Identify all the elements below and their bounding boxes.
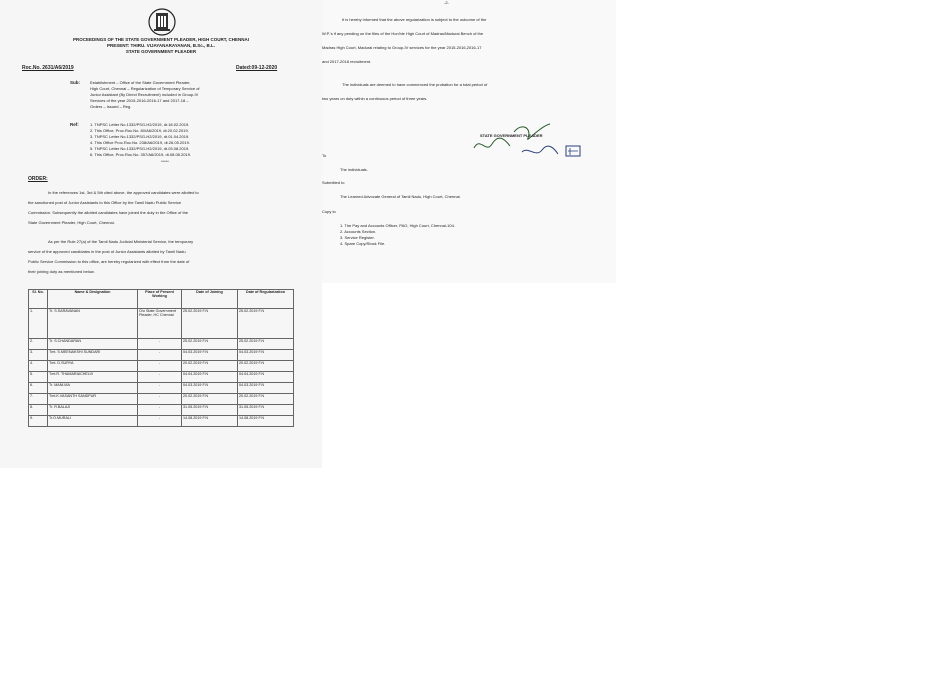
roc-number: Roc.No. 2631/A6/2019 xyxy=(22,65,74,71)
header-line-3: STATE GOVERNMENT PLEADER xyxy=(125,49,197,54)
cell-doj: 31.05.2019 F.N xyxy=(182,405,238,416)
separator-stars: ***** xyxy=(161,159,169,164)
order-para-2-line: Public Service Commission to this office, are hereby regularized with effect from the date of xyxy=(28,259,190,264)
ref-line: 5. TNPSC Letter No.1332/PSG-H2/2019, dt.03.08.2019. xyxy=(90,146,190,151)
copy-item: 4. Spare Copy/Stock File. xyxy=(340,241,386,246)
right-para-1-line: It is hereby informed that the above regularization is subject to the outcome of the xyxy=(342,17,487,22)
column-header: Place of Present Working xyxy=(138,290,182,309)
order-para-2-line: As per the Rule 27(a) of the Tamil Nadu Judicial Ministerial Service, the temporary xyxy=(48,239,194,244)
column-header: Sl. No. xyxy=(29,290,48,309)
order-para-1-line: In the references 1st, 3rd & 5th cited above, the approved candidates were allotted to xyxy=(48,190,199,195)
copy-item: 2. Accounts Section. xyxy=(340,229,377,234)
cell-dor: 04.03.2019 F.N xyxy=(238,383,294,394)
cell-dor: 04.03.2019 F.N xyxy=(238,350,294,361)
right-para-1-line: Madras High Court, Madurai relating to Group-IV services for the year 2015-2016,2016-17 xyxy=(322,45,482,50)
header-line-1: PROCEEDINGS OF THE STATE GOVERNMENT PLEADER, HIGH COURT, CHENNAI xyxy=(72,37,250,42)
cell-sl: 9. xyxy=(29,416,48,427)
right-page xyxy=(322,0,616,283)
cell-place: - xyxy=(138,405,182,416)
cell-sl: 7. xyxy=(29,394,48,405)
table-row xyxy=(29,416,294,427)
cell-name: Tmt.K.VASANTH SANDPUR xyxy=(48,394,138,405)
cell-doj: 20.02.2019 F.N xyxy=(182,394,238,405)
right-para-2-line: two years on duty within a continuous period of three years. xyxy=(322,96,428,101)
order-para-1-line: State Government Pleader, High Court, Chennai. xyxy=(28,220,115,225)
right-para-2-line: The individuals are deemed to have commenced the probation for a total period of xyxy=(342,82,488,87)
cell-doj: 20.02.2019 F.N xyxy=(182,361,238,372)
cell-sl: 1. xyxy=(29,309,48,339)
table-row xyxy=(29,339,294,350)
government-emblem-icon xyxy=(147,8,177,36)
cell-name: Tmt. D.SURYA xyxy=(48,361,138,372)
cell-place: - xyxy=(138,416,182,427)
cell-dor: 04.04.2019 F.N xyxy=(238,372,294,383)
right-para-1-line: and 2017-2018 recruitment. xyxy=(322,59,372,64)
cell-doj: 04.04.2019 F.N xyxy=(182,372,238,383)
cell-sl: 4. xyxy=(29,361,48,372)
right-para-1-line: W.P.'s if any pending on the files of the Hon'ble High Court of Madras/Madurai Bench of the xyxy=(322,31,484,36)
cell-dor: 31.05.2019 F.N xyxy=(238,405,294,416)
table-row xyxy=(29,361,294,372)
column-header: Name & Designation xyxy=(48,290,138,309)
cell-name: Tmt. S.MEENAKSHI SUNDARI xyxy=(48,350,138,361)
signatory-title: STATE GOVERNMENT PLEADER xyxy=(480,133,543,138)
cell-dor: 14.08.2019 F.N xyxy=(238,416,294,427)
sub-line: Junior Assistant (By Direct Recruitment) included in Group-IV xyxy=(90,92,199,97)
cell-dor: 25.02.2019 F.N xyxy=(238,309,294,339)
ref-line: 1. TNPSC Letter No.1332/PSG-H2/2019, dt.18.02.2019. xyxy=(90,122,190,127)
copy-item: 1. The Pay and Accounts Officer, PAO, High Court, Chennai-104. xyxy=(340,223,455,228)
sub-label: Sub: xyxy=(70,80,80,85)
dated: Dated:09-12-2020 xyxy=(236,65,278,71)
cell-doj: 25.02.2019 F.N xyxy=(182,309,238,339)
table-row xyxy=(29,405,294,416)
cell-sl: 2. xyxy=(29,339,48,350)
cell-sl: 8. xyxy=(29,405,48,416)
cell-name: Tr. S.SARAVANAN xyxy=(48,309,138,339)
copy-label: Copy to xyxy=(322,209,336,214)
cell-name: Tr. S.CHANDARAN xyxy=(48,339,138,350)
cell-name: Tr.O.MURALI xyxy=(48,416,138,427)
cell-place: - xyxy=(138,372,182,383)
cell-place: - xyxy=(138,361,182,372)
cell-place: - xyxy=(138,339,182,350)
ref-line: 6. This Office, Proc.Roc.No. 357/A6/2019, dt.08.08.2019. xyxy=(90,152,192,157)
cell-doj: 14.08.2019 F.N xyxy=(182,416,238,427)
order-para-1-line: the sanctioned post of Junior Assistants to this Office by the Tamil Nadu Public Service xyxy=(28,200,182,205)
table-row xyxy=(29,383,294,394)
table-row xyxy=(29,372,294,383)
cell-dor: 20.02.2019 F.N xyxy=(238,394,294,405)
signature-icon xyxy=(470,118,590,168)
table-header-row xyxy=(29,290,294,309)
ref-line: 3. TNPSC Letter No.1332/PSG-H2/2019, dt.01.04.2019. xyxy=(90,134,190,139)
cell-doj: 25.02.2019 F.N xyxy=(182,339,238,350)
sub-line: Orders – Issued – Reg. xyxy=(90,104,132,109)
ref-line: 4. This Office Proc.Roc.No. 238/A6/2019, dt.26.05.2019. xyxy=(90,140,190,145)
order-para-2-line: service of the approved candidates in the post of Junior Assistants allotted by Tamil Nadu xyxy=(28,249,186,254)
ref-label: Ref: xyxy=(70,122,79,127)
order-heading: ORDER: xyxy=(28,176,48,182)
sub-line: Services of the year 2015-2016-2016-17 and 2017-18 – xyxy=(90,98,189,103)
table-row xyxy=(29,309,294,339)
submitted-value: The Learned Advocate General of Tamil Nadu, High Court, Chennai. xyxy=(340,194,461,199)
cell-place: O/o State Government Pleader, HC Chennai xyxy=(138,309,182,339)
to-value: The individuals. xyxy=(340,167,368,172)
cell-name: Tr. R.BALAJI xyxy=(48,405,138,416)
cell-dor: 25.02.2019 F.N xyxy=(238,339,294,350)
to-label: To xyxy=(322,153,327,158)
cell-name: Tmt.R. THAMARAICHELVI xyxy=(48,372,138,383)
sub-line: High Court, Chennai – Regularization of Temporary Service of xyxy=(90,86,200,91)
cell-doj: 04.03.2019 F.N xyxy=(182,350,238,361)
column-header: Date of Joining xyxy=(182,290,238,309)
regularization-table xyxy=(28,289,294,427)
cell-sl: 5. xyxy=(29,372,48,383)
cell-doj: 04.03.2019 F.N xyxy=(182,383,238,394)
cell-place: - xyxy=(138,394,182,405)
ref-line: 2. This Office, Proc.Roc.No. 80/A6/2019, dt.20.02.2019. xyxy=(90,128,189,133)
order-para-2-line: their joining duty as mentioned below. xyxy=(28,269,95,274)
column-header: Date of Regularization xyxy=(238,290,294,309)
cell-place: - xyxy=(138,383,182,394)
submitted-label: Submitted to xyxy=(322,180,345,185)
order-para-1-line: Commission. Subsequently the allotted candidates have joined the duty in the Office of the xyxy=(28,210,189,215)
page-number: -2- xyxy=(444,0,449,5)
copy-item: 3. Service Register. xyxy=(340,235,375,240)
cell-place: - xyxy=(138,350,182,361)
cell-sl: 6. xyxy=(29,383,48,394)
left-page xyxy=(0,0,322,468)
cell-name: Tr. MANI.MA xyxy=(48,383,138,394)
cell-dor: 20.02.2019 F.N xyxy=(238,361,294,372)
table-row xyxy=(29,350,294,361)
header-line-2: PRESENT: THIRU. VIJAYANARAYANAN, B.Sc., B.L. xyxy=(106,43,216,48)
sub-line: Establishment – Office of the State Government Pleader, xyxy=(90,80,191,85)
table-row xyxy=(29,394,294,405)
cell-sl: 3. xyxy=(29,350,48,361)
